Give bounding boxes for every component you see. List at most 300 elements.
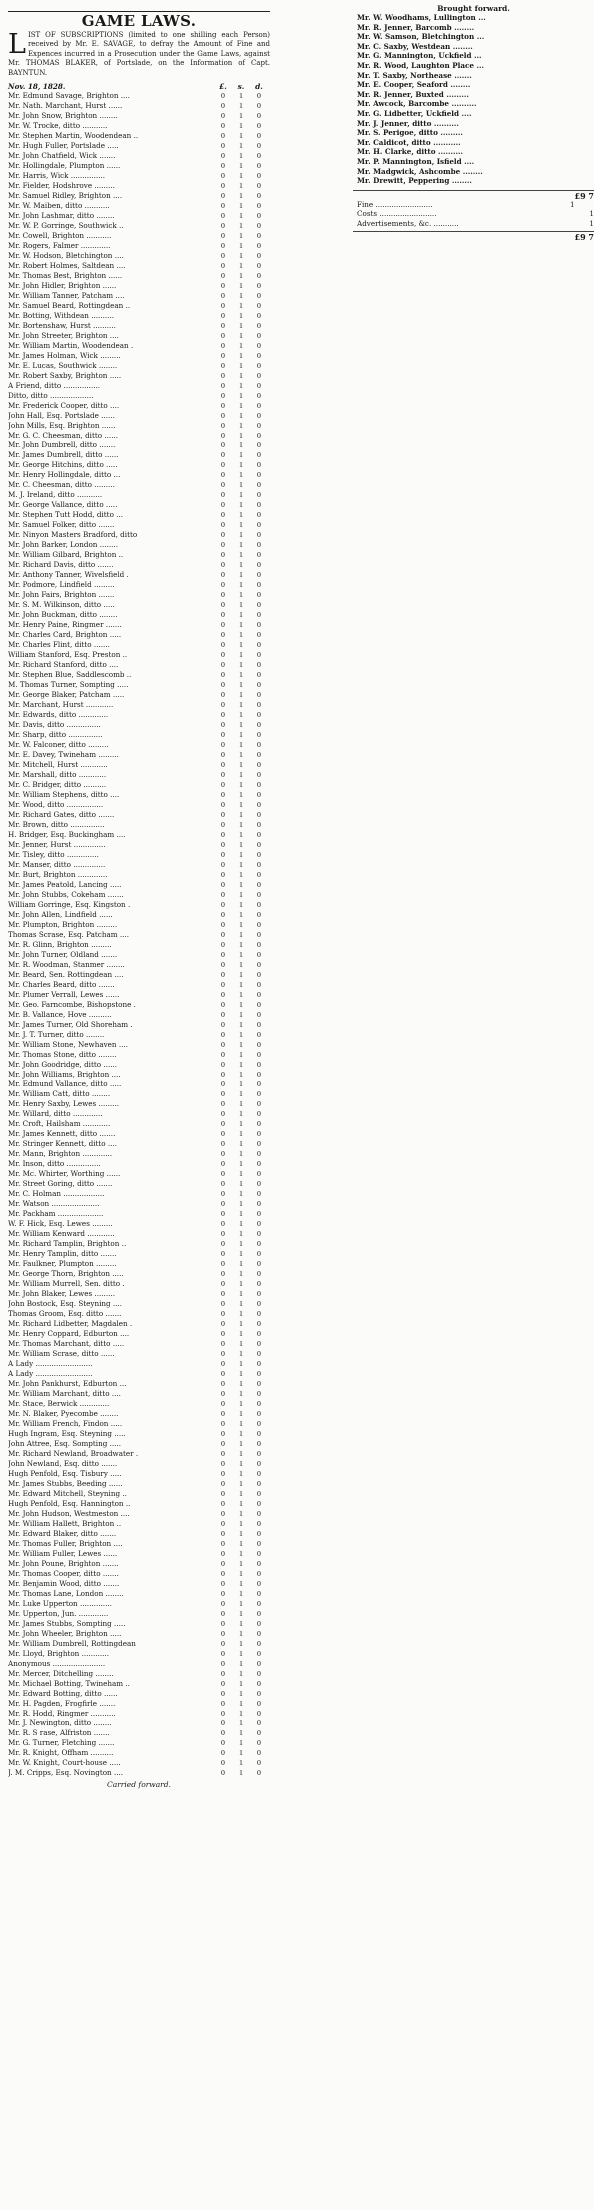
amount-pounds: 0 xyxy=(221,1029,225,1039)
subscriber-name: Mr. E. Lucas, Southwick ........ xyxy=(8,360,118,370)
amount-pence: 0 xyxy=(257,680,261,690)
subscriber-name: Mr. William Marchant, ditto .... xyxy=(8,1389,121,1398)
subscriber-name: Mr. William French, Findon ..... xyxy=(8,1418,123,1428)
amount-shillings: 1 xyxy=(239,989,243,999)
amount-shillings: 1 xyxy=(239,750,243,759)
subscription-amount xyxy=(214,321,270,331)
amount-shillings: 1 xyxy=(239,1039,243,1049)
amount-pounds: 0 xyxy=(221,580,225,590)
amount-shillings: 1 xyxy=(239,730,243,740)
amount-pounds: 0 xyxy=(221,260,225,270)
subscriber-row xyxy=(8,1349,270,1359)
subscriber-row xyxy=(8,101,270,111)
amount-pence: 0 xyxy=(257,839,261,849)
amount-pounds: 0 xyxy=(221,290,225,300)
subscription-amount xyxy=(214,1479,270,1489)
amount-pence: 0 xyxy=(257,969,261,979)
amount-pence: 0 xyxy=(257,260,261,270)
subscriber-row xyxy=(8,520,270,530)
amount-shillings: 1 xyxy=(239,150,243,160)
amount-pence: 0 xyxy=(257,1678,261,1688)
amount-shillings: 1 xyxy=(239,1538,243,1548)
continuation-row: Mr. H. Clarke, ditto .......... xyxy=(357,147,464,157)
subscriber-row xyxy=(8,780,270,790)
amount-pence: 0 xyxy=(257,270,261,280)
amount-pence: 0 xyxy=(257,600,261,610)
subscriber-name: Mr. John Buckman, ditto ........ xyxy=(8,610,118,620)
subscriber-name: Mr. Harris, Wick ............... xyxy=(8,170,106,180)
subscriber-row xyxy=(8,720,270,730)
subscription-amount xyxy=(214,910,270,920)
subscriber-row xyxy=(8,1419,270,1429)
amount-shillings: 1 xyxy=(239,1159,243,1169)
amount-pence: 0 xyxy=(257,730,261,740)
subscription-amount xyxy=(214,860,270,870)
amount-shillings: 1 xyxy=(239,320,243,330)
subscriber-name: Mr. Stace, Berwick ............. xyxy=(8,1398,110,1408)
subscription-amount xyxy=(214,750,270,760)
subscription-amount xyxy=(214,780,270,790)
amount-pounds: 0 xyxy=(221,1379,225,1389)
amount-pence: 0 xyxy=(257,1359,261,1369)
amount-pounds: 0 xyxy=(221,1329,225,1339)
subscriber-name: Mr. Upperton, Jun. ............. xyxy=(8,1608,109,1618)
subscriber-name: Mr. James Stubbs, Sompting ..... xyxy=(8,1618,126,1628)
subscriber-row xyxy=(8,221,270,231)
amount-pence: 0 xyxy=(257,460,261,470)
amount-pounds: 0 xyxy=(221,390,225,400)
subscription-amount xyxy=(214,1359,270,1369)
amount-pence: 0 xyxy=(257,1369,261,1379)
amount-pence: 0 xyxy=(257,869,261,879)
subscriber-name: Mr. Henry Hollingdale, ditto ... xyxy=(8,470,121,480)
subscriber-row xyxy=(8,1040,270,1050)
subscription-amount xyxy=(214,560,270,570)
subscriber-name: Mr. Marshall, ditto ............ xyxy=(8,769,107,779)
subscriber-name: Mr. S. M. Wilkinson, ditto ..... xyxy=(8,600,115,610)
amount-shillings: 1 xyxy=(239,999,243,1009)
amount-shillings: 1 xyxy=(239,899,243,909)
subscriber-row xyxy=(8,1429,270,1439)
subscriber-row xyxy=(8,970,270,980)
amount-pence: 0 xyxy=(257,989,261,999)
subscription-amount xyxy=(214,1569,270,1579)
amount-shillings: 1 xyxy=(239,1189,243,1199)
subscription-amount xyxy=(214,1089,270,1099)
subscription-amount xyxy=(214,970,270,980)
subscriber-row xyxy=(8,1399,270,1409)
amount-shillings: 1 xyxy=(239,1269,243,1279)
subscriber-name: Mr. R. S rase, Alfriston ....... xyxy=(8,1728,110,1738)
amount-pounds: 0 xyxy=(221,1389,225,1398)
subscription-amount xyxy=(214,1699,270,1709)
amount-pounds: 0 xyxy=(221,1129,225,1139)
amount-pounds: 0 xyxy=(221,1588,225,1598)
subscriber-name: Mr. Luke Upperton .............. xyxy=(8,1598,112,1608)
amount-shillings: 1 xyxy=(239,310,243,320)
subscription-amount xyxy=(214,1030,270,1040)
subscriber-name: Mr. Sharp, ditto ............... xyxy=(8,730,103,740)
continuation-row: Mr. Drewitt, Peppering ........ xyxy=(357,176,472,186)
subscriber-name: Mr. J. Newington, ditto ........ xyxy=(8,1718,112,1728)
subscriber-name: Mr. Richard Newland, Broadwater . xyxy=(8,1448,139,1458)
amount-pence: 0 xyxy=(257,1059,261,1069)
amount-pounds: 0 xyxy=(221,1448,225,1458)
subscription-amount xyxy=(214,1728,270,1738)
expense-label: Costs ......................... xyxy=(357,209,437,219)
amount-shillings: 1 xyxy=(239,370,243,380)
subscriber-row xyxy=(8,1758,270,1768)
amount-pence: 0 xyxy=(257,670,261,680)
subscriber-row xyxy=(8,460,270,470)
subscriber-row xyxy=(8,1609,270,1619)
amount-pounds: 0 xyxy=(221,190,225,200)
amount-shillings: 1 xyxy=(239,360,243,370)
subscriber-name: Mr. Thomas Cooper, ditto ....... xyxy=(8,1568,119,1578)
subscription-amount xyxy=(214,1010,270,1020)
amount-shillings: 1 xyxy=(239,180,243,190)
subscriber-name: Mr. John Pankhurst, Edburton ... xyxy=(8,1379,127,1389)
subscriber-row xyxy=(8,231,270,241)
subscription-amount xyxy=(214,1768,270,1778)
subscription-amount xyxy=(214,231,270,241)
subscriber-row xyxy=(8,560,270,570)
amount-shillings: 1 xyxy=(239,250,243,260)
amount-shillings: 1 xyxy=(239,1608,243,1618)
subscriber-name: Mr. Willard, ditto ............. xyxy=(8,1109,103,1119)
subscriber-name: Mr. R. Woodman, Stanmer ........ xyxy=(8,959,125,969)
amount-pounds: 0 xyxy=(221,550,225,560)
amount-pence: 0 xyxy=(257,1648,261,1658)
amount-shillings: 1 xyxy=(239,101,243,111)
subscriber-name: Mr. Mann, Brighton ............. xyxy=(8,1149,113,1159)
amount-pence: 0 xyxy=(257,1189,261,1199)
subscriber-row xyxy=(8,830,270,840)
subscriber-name: Mr. W. Trocke, ditto ........... xyxy=(8,120,108,130)
subscriber-row xyxy=(8,411,270,421)
amount-shillings: 1 xyxy=(239,230,243,240)
expense-label: Fine ......................... xyxy=(357,199,433,209)
amount-pence: 0 xyxy=(257,1219,261,1229)
subscriber-name: Mr. Packham .................... xyxy=(8,1209,104,1219)
amount-pence: 0 xyxy=(257,1329,261,1339)
amount-pounds: 0 xyxy=(221,610,225,620)
subscriber-row xyxy=(8,291,270,301)
continuation-list xyxy=(353,13,594,186)
amount-pounds: 0 xyxy=(221,1688,225,1698)
amount-pounds: 0 xyxy=(221,670,225,680)
subscriber-row xyxy=(8,1000,270,1010)
amount-pounds: 0 xyxy=(221,490,225,500)
amount-pence: 0 xyxy=(257,630,261,640)
subscription-amount xyxy=(214,690,270,700)
subscriber-row xyxy=(8,141,270,151)
subscriber-row xyxy=(8,960,270,970)
subscription-amount xyxy=(214,1549,270,1559)
subscriber-name: Mr. George Blaker, Patcham ..... xyxy=(8,690,125,700)
amount-pence: 0 xyxy=(257,1079,261,1089)
subscriber-row xyxy=(8,1449,270,1459)
amount-shillings: 1 xyxy=(239,1019,243,1029)
intro-text: IST OF SUBSCRIPTIONS (limited to one shilling each Person) received by Mr. E. SAVAGE, to defray the Amount of Fine and Expences incurred in a Prosecution under the Game Laws, against Mr. THOMAS BLAKER, of Portslade, on the Information of Capt. BAYNTUN. xyxy=(8,31,270,77)
amount-shillings: 1 xyxy=(239,1199,243,1209)
amount-shillings: 1 xyxy=(239,1029,243,1039)
subscriber-row xyxy=(8,1199,270,1209)
subscription-amount xyxy=(214,1669,270,1679)
subscriber-name: Mr. Plumpton, Brighton ......... xyxy=(8,919,118,929)
subscriber-row xyxy=(8,1519,270,1529)
subscriber-row xyxy=(8,1329,270,1339)
amount-shillings: 1 xyxy=(239,710,243,720)
subscriber-name: M. Thomas Turner, Sompting ..... xyxy=(8,680,129,690)
subscription-amount xyxy=(214,1429,270,1439)
subscriber-name: Mr. Beard, Sen. Rottingdean .... xyxy=(8,969,124,979)
subscription-amount xyxy=(214,1349,270,1359)
subscription-amount xyxy=(214,1399,270,1409)
subscriber-row xyxy=(8,790,270,800)
amount-shillings: 1 xyxy=(239,1618,243,1628)
subscriber-row xyxy=(8,1359,270,1369)
subscriber-row xyxy=(8,740,270,750)
subscriber-name: Mr. Geo. Farncombe, Bishopstone . xyxy=(8,999,136,1009)
subscription-amount xyxy=(214,1449,270,1459)
amount-shillings: 1 xyxy=(239,260,243,270)
subscription-amount xyxy=(214,1539,270,1549)
continuation-row: Mr. G. Lidbetter, Uckfield .... xyxy=(357,108,472,118)
grand-total-value: £9 7 xyxy=(574,232,594,243)
subscriber-name: Mr. Watson ..................... xyxy=(8,1199,100,1209)
amount-shillings: 1 xyxy=(239,1209,243,1219)
subscription-amount xyxy=(214,980,270,990)
subscription-amount xyxy=(214,1489,270,1499)
amount-shillings: 1 xyxy=(239,1009,243,1019)
amount-pounds: 0 xyxy=(221,819,225,829)
amount-shillings: 1 xyxy=(239,240,243,250)
subscription-amount xyxy=(214,830,270,840)
amount-pounds: 0 xyxy=(221,1109,225,1119)
amount-pounds: 0 xyxy=(221,1099,225,1109)
subscriber-row xyxy=(8,1549,270,1559)
list-header xyxy=(8,80,270,91)
continuation-row: Mr. R. Jenner, Barcomb ........ xyxy=(357,22,475,32)
amount-pence: 0 xyxy=(257,1259,261,1269)
amount-pounds: 0 xyxy=(221,1319,225,1329)
amount-pounds: 0 xyxy=(221,1349,225,1359)
subscription-amount xyxy=(214,1369,270,1379)
grand-total-line xyxy=(353,231,594,241)
subscriber-name: John Newland, Esq. ditto ....... xyxy=(8,1458,118,1468)
subscriber-name: Mr. Richard Tamplin, Brighton .. xyxy=(8,1239,127,1249)
amount-pence: 0 xyxy=(257,570,261,580)
subscriber-name: Anonymous ....................... xyxy=(8,1658,106,1668)
subscriber-row xyxy=(8,660,270,670)
subscription-amount xyxy=(214,1289,270,1299)
amount-pounds: 0 xyxy=(221,949,225,959)
expense-amount: 1 xyxy=(589,218,594,228)
amount-shillings: 1 xyxy=(239,1239,243,1249)
amount-pounds: 0 xyxy=(221,1708,225,1718)
subscription-amount xyxy=(214,550,270,560)
subscriber-name: Mr. James Holman, Wick ......... xyxy=(8,350,121,360)
subscriber-row xyxy=(8,850,270,860)
subscriber-name: Mr. John Dumbrell, ditto ....... xyxy=(8,440,116,450)
amount-shillings: 1 xyxy=(239,650,243,660)
amount-shillings: 1 xyxy=(239,929,243,939)
amount-pounds: 0 xyxy=(221,1209,225,1219)
amount-shillings: 1 xyxy=(239,300,243,310)
continuation-row: Mr. Awcock, Barcombe .......... xyxy=(357,99,477,109)
subscriber-row xyxy=(8,590,270,600)
subscriber-row xyxy=(8,1748,270,1758)
subscriber-name: Mr. James Turner, Old Shoreham . xyxy=(8,1019,133,1029)
subscriber-row xyxy=(8,570,270,580)
subscriber-name: Mr. Inson, ditto ............... xyxy=(8,1159,101,1169)
subscriber-name: Mr. H. Pagden, Frogfirle ....... xyxy=(8,1698,116,1708)
subscriber-row xyxy=(8,1309,270,1319)
subscriber-name: M. J. Ireland, ditto ........... xyxy=(8,490,103,500)
subscriber-name: Mr. Michael Botting, Twineham .. xyxy=(8,1678,130,1688)
amount-shillings: 1 xyxy=(239,1349,243,1359)
subscriber-row xyxy=(8,450,270,460)
subscriber-row xyxy=(8,1489,270,1499)
amount-shillings: 1 xyxy=(239,540,243,550)
subscriber-row xyxy=(8,1509,270,1519)
continuation-row: Mr. G. Mannington, Uckfield ... xyxy=(357,51,482,61)
subscription-amount xyxy=(214,570,270,580)
subscription-amount xyxy=(214,610,270,620)
amount-pence: 0 xyxy=(257,979,261,989)
subscription-amount xyxy=(214,1748,270,1758)
subscription-amount xyxy=(214,630,270,640)
amount-shillings: 1 xyxy=(239,1708,243,1718)
amount-pounds: 0 xyxy=(221,1528,225,1538)
subscription-amount xyxy=(214,261,270,271)
subscriber-row xyxy=(8,1728,270,1738)
subscriber-name: Mr. William Hallett, Brighton .. xyxy=(8,1518,122,1528)
amount-pence: 0 xyxy=(257,300,261,310)
subscriber-row xyxy=(8,1709,270,1719)
amount-pounds: 0 xyxy=(221,730,225,740)
subscriber-name: Mr. R. Knight, Offham .......... xyxy=(8,1748,114,1758)
subscription-amount xyxy=(214,391,270,401)
expense-row xyxy=(353,200,575,210)
subscriber-name: Mr. Frederick Cooper, ditto .... xyxy=(8,400,120,410)
subscriber-name: Mr. Edmund Savage, Brighton .... xyxy=(8,91,130,101)
amount-pence: 0 xyxy=(257,849,261,859)
amount-pence: 0 xyxy=(257,1598,261,1608)
amount-pence: 0 xyxy=(257,1568,261,1578)
amount-shillings: 1 xyxy=(239,1738,243,1748)
amount-pence: 0 xyxy=(257,230,261,240)
amount-pence: 0 xyxy=(257,889,261,899)
amount-pounds: 0 xyxy=(221,330,225,340)
amount-shillings: 1 xyxy=(239,1468,243,1478)
subscription-amount xyxy=(214,800,270,810)
subscription-amount xyxy=(214,1439,270,1449)
amount-pounds: 0 xyxy=(221,1578,225,1588)
subscription-amount xyxy=(214,660,270,670)
amount-shillings: 1 xyxy=(239,420,243,430)
subscriber-row xyxy=(8,600,270,610)
expense-list xyxy=(353,200,594,229)
subscriber-row xyxy=(8,500,270,510)
subscription-amount xyxy=(214,1249,270,1259)
subscriber-row xyxy=(8,1010,270,1020)
subscriber-name: Mr. John Williams, Brighton .... xyxy=(8,1069,121,1079)
subscription-amount xyxy=(214,600,270,610)
subscriber-row xyxy=(8,1589,270,1599)
amount-pence: 0 xyxy=(257,999,261,1009)
amount-pounds: 0 xyxy=(221,1279,225,1289)
amount-pence: 0 xyxy=(257,1408,261,1418)
amount-shillings: 1 xyxy=(239,859,243,869)
amount-shillings: 1 xyxy=(239,340,243,350)
subscription-amount xyxy=(214,1169,270,1179)
amount-shillings: 1 xyxy=(239,590,243,600)
amount-shillings: 1 xyxy=(239,91,243,101)
amount-pence: 0 xyxy=(257,769,261,779)
subscriber-row xyxy=(8,1559,270,1569)
amount-pence: 0 xyxy=(257,1349,261,1359)
subscription-amount xyxy=(214,670,270,680)
amount-pounds: 0 xyxy=(221,1718,225,1728)
subscription-amount xyxy=(214,730,270,740)
amount-pence: 0 xyxy=(257,400,261,410)
amount-pounds: 0 xyxy=(221,310,225,320)
subscriber-name: Mr. Edmund Vallance, ditto ..... xyxy=(8,1079,122,1089)
amount-pence: 0 xyxy=(257,1379,261,1389)
amount-pounds: 0 xyxy=(221,1678,225,1688)
subscription-amount xyxy=(214,520,270,530)
subscription-amount xyxy=(214,1259,270,1269)
subscriber-row xyxy=(8,650,270,660)
subscription-amount xyxy=(214,930,270,940)
subscriber-row xyxy=(8,241,270,251)
amount-pounds: 0 xyxy=(221,150,225,160)
amount-pence: 0 xyxy=(257,580,261,590)
subscriber-name: Mr. Henry Saxby, Lewes ......... xyxy=(8,1099,120,1109)
amount-shillings: 1 xyxy=(239,530,243,540)
subscriber-row xyxy=(8,1269,270,1279)
subscriber-name: Mr. William Fuller, Lewes ...... xyxy=(8,1548,118,1558)
subscriber-row xyxy=(8,1439,270,1449)
subscriber-row xyxy=(8,900,270,910)
subscription-amount xyxy=(214,1279,270,1289)
amount-pence: 0 xyxy=(257,490,261,500)
subscriber-name: Mr. Edwards, ditto ............. xyxy=(8,710,109,720)
amount-pence: 0 xyxy=(257,1209,261,1219)
clipped-top-line xyxy=(8,4,270,11)
subscriber-name: Mr. John Fairs, Brighton ....... xyxy=(8,590,115,600)
subscriber-name: Mr. Tisley, ditto .............. xyxy=(8,849,99,859)
subscriber-row xyxy=(8,211,270,221)
amount-shillings: 1 xyxy=(239,1448,243,1458)
amount-pence: 0 xyxy=(257,101,261,111)
amount-pounds: 0 xyxy=(221,919,225,929)
amount-shillings: 1 xyxy=(239,620,243,630)
amount-pence: 0 xyxy=(257,1019,261,1029)
subscriber-name: Mr. Brown, ditto ............... xyxy=(8,819,105,829)
amount-pence: 0 xyxy=(257,200,261,210)
amount-pounds: 0 xyxy=(221,779,225,789)
subscriber-row xyxy=(8,770,270,780)
subscriber-row xyxy=(8,810,270,820)
subscriber-row xyxy=(8,620,270,630)
amount-pounds: 0 xyxy=(221,1398,225,1408)
amount-pence: 0 xyxy=(257,510,261,520)
subscriber-row xyxy=(8,1619,270,1629)
subscriber-name: Mr. John Hudson, Westmeston .... xyxy=(8,1508,130,1518)
